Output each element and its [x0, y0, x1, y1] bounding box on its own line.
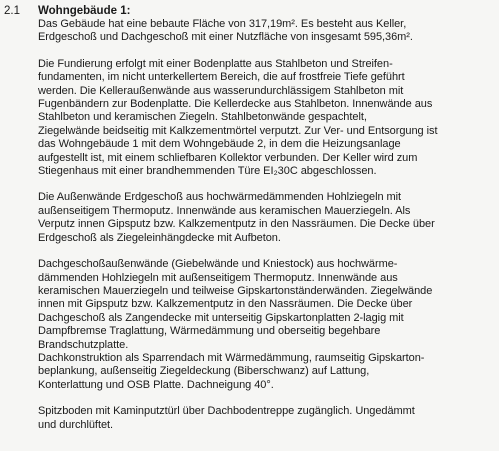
paragraph-attic-walls: Dachgeschoßaußenwände (Giebelwände und Kniestock) aus hochwärme- dämmenden Hohlziegeln mit außenseitigem Thermoputz. Innenwände aus keramischen Mauerziegeln und teilweise Gipskartonständerwänden. Ziegelwände innen mit Gipsputz bzw. Kalkzementputz in den Nassräumen. Die Decke über Dachgeschoß als Zangendecke mit unterseitig Gipskartonplatten 2-lagig mit Dampfbremse Traglattung, Wärmedämmung und oberseitig begehbare Brandschutzplatte.	[38, 258, 433, 351]
section-body	[38, 18, 496, 432]
paragraph-building-overview: Das Gebäude hat eine bebaute Fläche von 317,19m². Es besteht aus Keller, Erdgeschoß und Dachgeschoß mit einer Nutzfläche von insgesamt 595,36m².	[38, 18, 413, 44]
paragraph-ground-floor-walls: Die Außenwände Erdgeschoß aus hochwärmedämmenden Hohlziegeln mit außenseitigem Thermoputz. Innenwände aus keramischen Mauerziegeln. Als Verputz innen Gipsputz bzw. Kalkzementputz in den Nassräumen. Die Decke über Erdgeschoß als Ziegeleinhängdecke mit Aufbeton.	[38, 191, 435, 244]
paragraph-roof-construction: Dachkonstruktion als Sparrendach mit Wärmedämmung, raumseitig Gipskarton- beplankung, außenseitig Ziegeldeckung (Biberschwanz) auf Lattung, Konterlattung und OSB Platte. Dachneigung 40°.	[38, 351, 425, 391]
paragraph-loft-access: Spitzboden mit Kaminputztürl über Dachbodentreppe zugänglich. Ungedämmt und durchlüftet.	[38, 405, 415, 431]
paragraph-foundation-basement: Die Fundierung erfolgt mit einer Bodenplatte aus Stahlbeton und Streifen- fundamenten, im nicht unterkellertem Bereich, die auf frostfreie Tiefe geführt werden. Die Kelleraußenwände aus wasserundurchlässigem Stahlbeton mit Fugenbändern zur Bodenplatte. Die Kellerdecke aus Stahlbeton. Innenwände aus Stahlbeton und keramischen Ziegeln. Stahlbetonwände gespachtelt, Ziegelwände beidseitig mit Kalkzementmörtel verputzt. Zur Ver- und Entsorgung ist das Wohngebäude 1 mit dem Wohngebäude 2, in dem die Heizungsanlage aufgestellt ist, mit einem schliefbaren Kollektor verbunden. Der Keller wird zum Stiegenhaus mit einer brandhemmenden Türe EI₂30C abgeschlossen.	[38, 57, 438, 178]
section-number: 2.1	[4, 5, 20, 17]
section-title: Wohngebäude 1:	[38, 5, 131, 17]
